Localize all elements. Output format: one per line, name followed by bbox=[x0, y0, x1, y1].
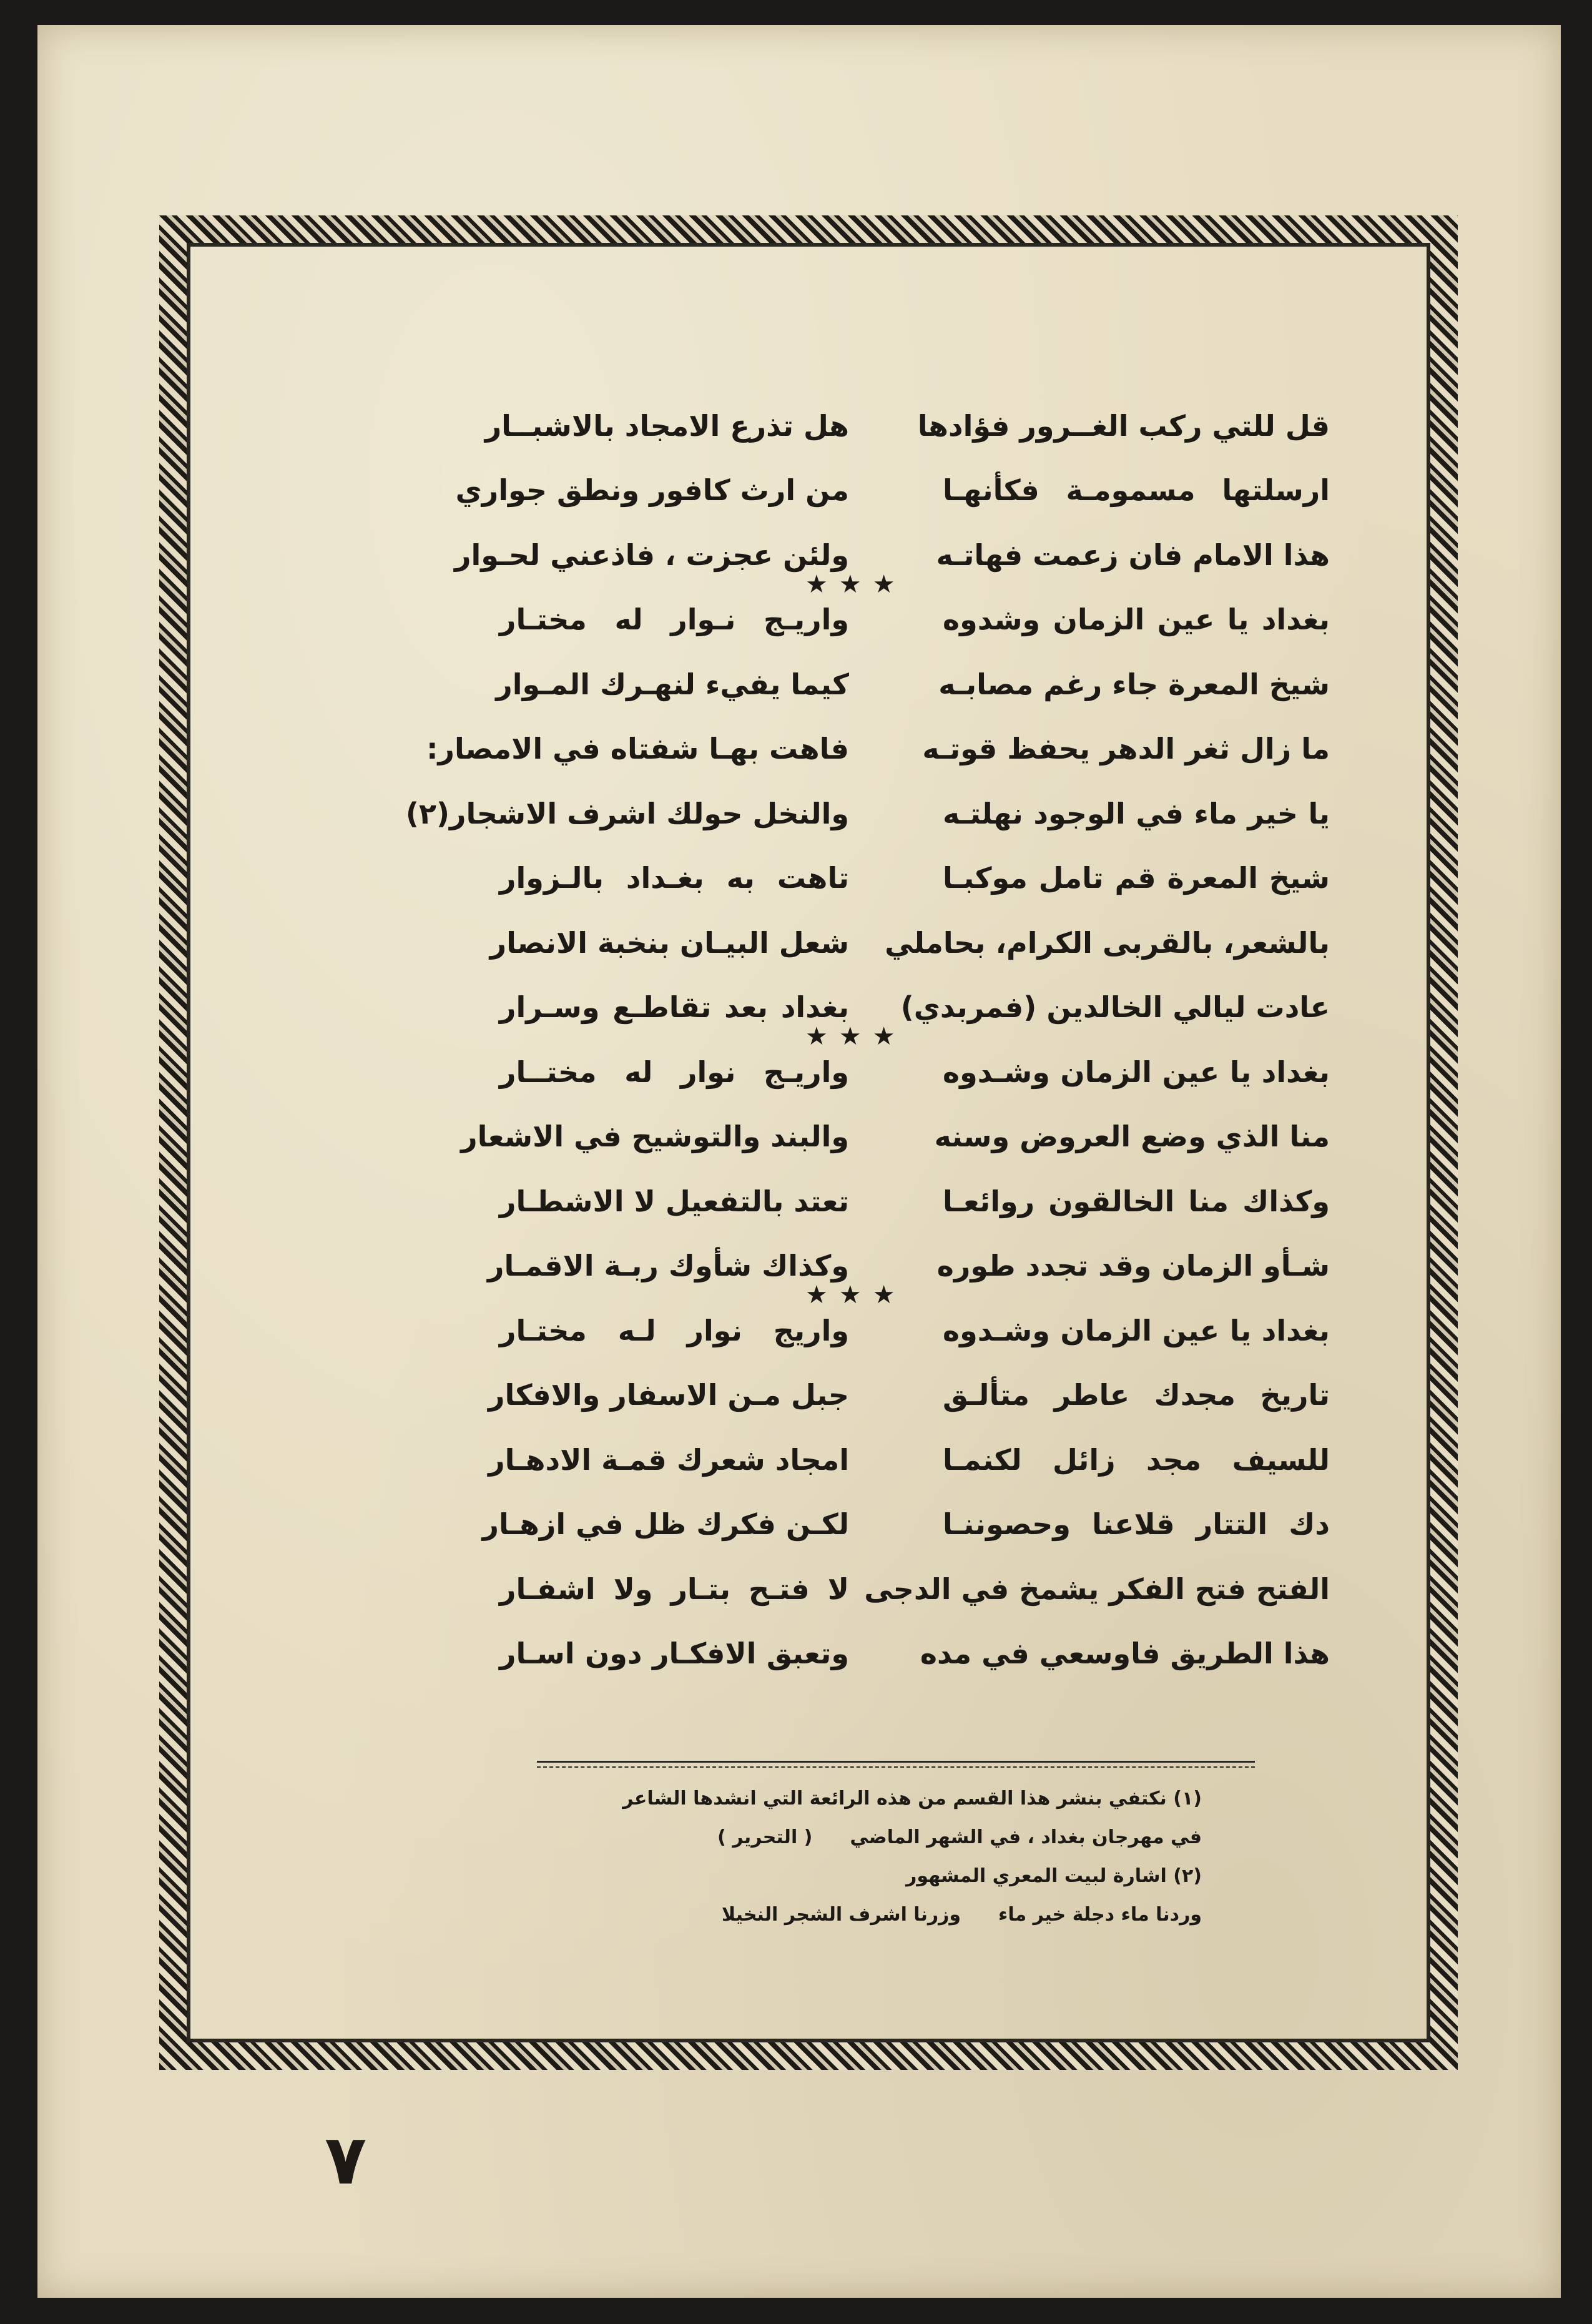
verse-row bbox=[312, 1022, 1330, 1105]
verse-first-hemistich: يا خير ماء في الوجود نهلتـه bbox=[943, 796, 1330, 830]
quoted-verse bbox=[496, 1896, 1202, 1934]
verse-second-hemistich: وتعبق الافكـار دون اسـار bbox=[499, 1637, 849, 1671]
verse-first-hemistich: وكذاك منا الخالقون روائعـا bbox=[943, 1184, 1330, 1218]
verse-second-hemistich: وكذاك شأوك ربـة الاقمـار bbox=[488, 1249, 849, 1283]
verse-row bbox=[312, 458, 1330, 523]
verse-first-hemistich: للسيف مجد زائل لكنمـا bbox=[943, 1442, 1330, 1477]
verse-first-hemistich: هذا الامام فان زعمت فهاتـه bbox=[936, 538, 1330, 572]
verse-first-hemistich: قل للتي ركب الغــرور فؤادها bbox=[917, 408, 1330, 443]
verse-second-hemistich: من ارث كافور ونطق جواري bbox=[455, 473, 849, 508]
verse-second-hemistich: بغداد بعد تقاطـع وسـرار bbox=[499, 990, 849, 1025]
verse-first-hemistich: الفتح فتح الفكر يشمخ في الدجى bbox=[864, 1572, 1330, 1606]
verse-second-hemistich: والبند والتوشيح في الاشعار bbox=[461, 1120, 849, 1154]
verse-second-hemistich: لكـن فكرك ظل في ازهـار bbox=[482, 1507, 849, 1542]
footnote-divider bbox=[537, 1761, 1255, 1768]
verse-row bbox=[312, 1363, 1330, 1428]
verse-first-hemistich: بالشعر، بالقربى الكرام، بحاملي bbox=[885, 925, 1330, 960]
verse-row bbox=[312, 717, 1330, 782]
verse-first-hemistich: بغداد يا عين الزمان وشـدوه bbox=[943, 1313, 1330, 1347]
verse-first-hemistich: بغداد يا عين الزمان وشـدوه bbox=[943, 1055, 1330, 1089]
magazine-page bbox=[37, 25, 1561, 2298]
editor-credit: ( التحرير ) bbox=[717, 1826, 813, 1848]
verse-row bbox=[312, 569, 1330, 652]
verse-row bbox=[312, 652, 1330, 717]
verse-second-hemistich: والنخل حولك اشرف الاشجار(٢) bbox=[405, 796, 849, 830]
footnote-1 bbox=[496, 1780, 1202, 1818]
section-stars: ★★★ bbox=[805, 1022, 907, 1051]
verse-second-hemistich: لا فتـح بتـار ولا اشفـار bbox=[499, 1572, 849, 1606]
verse-second-hemistich: واريـج نوار له مختــار bbox=[499, 1055, 849, 1089]
verse-row bbox=[312, 846, 1330, 911]
verse-first-hemistich: شـأو الزمان وقد تجدد طوره bbox=[936, 1249, 1330, 1283]
verse-second-hemistich: هل تذرع الامجاد بالاشبــار bbox=[484, 408, 849, 443]
verse-second-hemistich: شعل البيـان بنخبة الانصار bbox=[489, 925, 849, 960]
verse-first-hemistich: دك التتار قلاعنا وحصوننـا bbox=[943, 1507, 1330, 1542]
verse-row bbox=[312, 1427, 1330, 1492]
verse-row bbox=[312, 1622, 1330, 1686]
section-stars: ★★★ bbox=[805, 1281, 907, 1309]
quoted-verse-right: وردنا ماء دجلة خير ماء bbox=[998, 1904, 1202, 1926]
quoted-verse-left: وزرنا اشرف الشجر النخيلا bbox=[721, 1904, 961, 1926]
footnote-2-text: (٢) اشارة لبيت المعري المشهور bbox=[906, 1865, 1202, 1887]
verse-row bbox=[312, 781, 1330, 846]
verse-second-hemistich: تعتد بالتفعيل لا الاشطـار bbox=[499, 1184, 849, 1218]
verse-first-hemistich: هذا الطريق فاوسعي في مده bbox=[920, 1637, 1330, 1671]
verse-second-hemistich: واريج نوار لـه مختـار bbox=[499, 1313, 849, 1347]
footnote-1-continued-text: في مهرجان بغداد ، في الشهر الماضي bbox=[850, 1826, 1202, 1848]
footnotes bbox=[496, 1780, 1202, 1934]
poem-body bbox=[312, 393, 1330, 1686]
page-number: ٧ bbox=[325, 2120, 367, 2200]
verse-second-hemistich: امجاد شعرك قمـة الادهـار bbox=[488, 1442, 849, 1477]
verse-row bbox=[312, 1492, 1330, 1557]
verse-first-hemistich: منا الذي وضع العروض وسنه bbox=[934, 1120, 1330, 1154]
verse-first-hemistich: تاريخ مجدك عاطر متألـق bbox=[943, 1378, 1330, 1412]
verse-first-hemistich: ارسلتها مسمومـة فكأنهـا bbox=[943, 473, 1330, 508]
footnote-2 bbox=[496, 1857, 1202, 1896]
verse-first-hemistich: شيخ المعرة قم تامل موكبـا bbox=[943, 861, 1330, 895]
footnote-1-continued bbox=[496, 1818, 1202, 1857]
verse-row bbox=[312, 1105, 1330, 1169]
verse-second-hemistich: ولئن عجزت ، فاذعني لحـوار bbox=[455, 538, 849, 572]
verse-first-hemistich: شيخ المعرة جاء رغم مصابـه bbox=[938, 667, 1330, 701]
verse-first-hemistich: ما زال ثغر الدهر يحفظ قوتـه bbox=[922, 732, 1330, 766]
verse-row bbox=[312, 393, 1330, 458]
verse-first-hemistich: بغداد يا عين الزمان وشدوه bbox=[943, 603, 1330, 637]
verse-first-hemistich: عادت ليالي الخالدين (فمربدي) bbox=[900, 990, 1330, 1025]
verse-row bbox=[312, 1169, 1330, 1234]
verse-second-hemistich: فاهت بهـا شفتاه في الامصار: bbox=[426, 732, 849, 766]
verse-second-hemistich: جبل مـن الاسفار والافكار bbox=[488, 1378, 849, 1412]
section-stars: ★★★ bbox=[805, 569, 907, 599]
verse-second-hemistich: واريـج نـوار له مختـار bbox=[499, 603, 849, 637]
verse-row bbox=[312, 1281, 1330, 1363]
verse-row bbox=[312, 910, 1330, 975]
verse-row bbox=[312, 1557, 1330, 1622]
footnote-1-text: (١) نكتفي بنشر هذا القسم من هذه الرائعة التي انشدها الشاعر bbox=[622, 1788, 1202, 1809]
verse-second-hemistich: تاهت به بغـداد بالـزوار bbox=[499, 861, 849, 895]
verse-second-hemistich: كيما يفيء لنهـرك المـوار bbox=[496, 667, 849, 701]
